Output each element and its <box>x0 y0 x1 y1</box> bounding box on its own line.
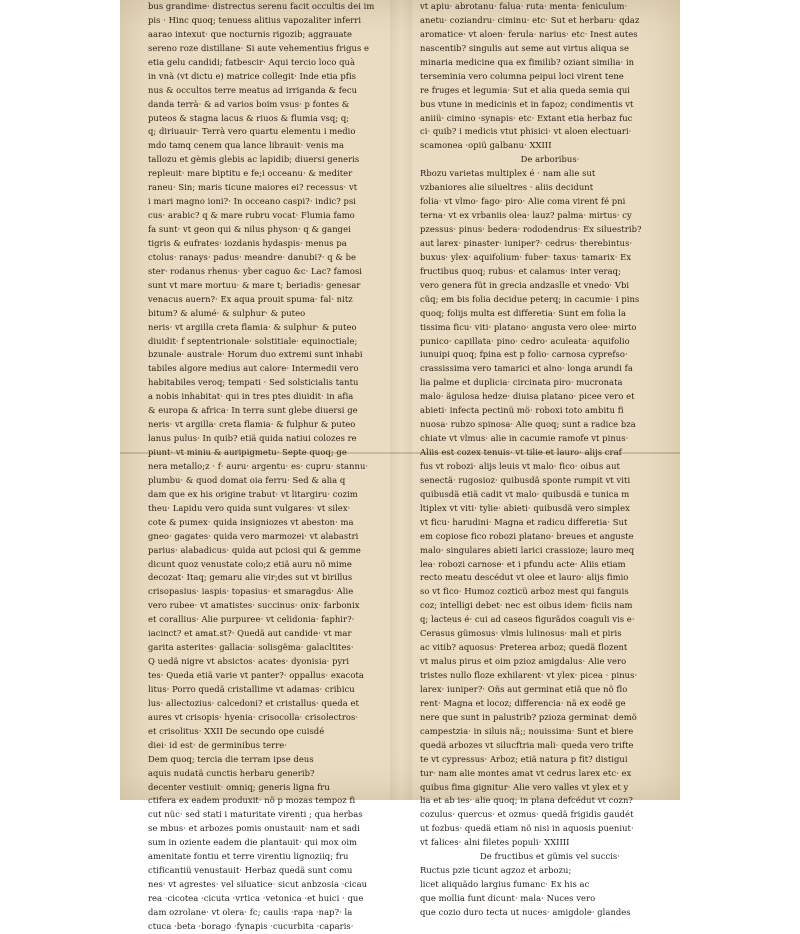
text-line: mdo tamq cenem qua lance librauit· venis ma <box>148 140 344 151</box>
text-line: ctifera ex eadem produxit· nö p mozas tempoz fi <box>148 795 356 806</box>
text-line: aarao intexut· que nocturnis rigozib; aggrauate <box>148 28 352 39</box>
text-line: fa sunt· vt geon qui & nilus physon· q & gangei <box>148 224 351 234</box>
text-line: te vt cypressus· Arboz; etiä natura p fit? distigui <box>420 753 628 764</box>
text-line: diei· id est· de germinibus terre· <box>148 739 287 750</box>
text-line: rent· Magna et locoz; differencia· nä ex eodë ge <box>420 697 626 708</box>
text-line: nere que sunt in palustrib? pzioza germinat· demö <box>420 711 637 722</box>
text-line: recto meatu descédut vt olee et lauro· alijs fimio <box>420 572 629 583</box>
text-line: abieti· infecta pectinü mö· roboxi toto ambitu fi <box>420 405 624 416</box>
text-line: que mollia funt dicunt· mala· Nuces vero <box>420 893 596 903</box>
text-line: crisopasius· iaspis· topasius· et smaragdus· Alie <box>148 586 354 597</box>
text-line: gneo· gagates· quida vero marmozei· vt alabastri <box>148 530 359 541</box>
text-line: tur· nam alie montes amat vt cedrus larex etc· ex <box>420 767 632 778</box>
text-line: buxus· ylex· aquifolium· fuber· taxus· tamarix· Ex <box>420 251 632 262</box>
text-line: lus· allectozius· calcedoni? et cristallus· queda et <box>148 697 359 708</box>
text-line: Rbozu varietas multiplex é · nam alie sut <box>420 168 596 179</box>
text-line: decenter vestiuit· omniq; generis ligna fru <box>148 781 330 792</box>
text-line: dam ozrolane· vt olera· fc; caulis ·rapa ·nap?· la <box>148 906 353 917</box>
text-line: que cozio duro tecta ut nuces· amigdole· glandes <box>420 906 631 917</box>
text-line: diuidit· f septentrionale· solstitiale· equinoctiale; <box>148 335 358 346</box>
text-line: fus vt robozi· alijs leuis vt malo· fico· oibus aut <box>420 460 620 471</box>
text-line: se mbus· et arbozes pomis onustauit· nam et sadi <box>148 823 360 834</box>
text-line: aures vt crisopis· hyenia· crisocolla· crisolectros· <box>148 711 359 722</box>
text-line: tigris & eufrates· iozdanis hydaspis· menus pa <box>148 237 347 248</box>
text-line: theu· Lapidu vero quida sunt vulgares· vt silex· <box>148 502 351 513</box>
text-line: raneu· Sin; maris ticune maiores ei? recessus· vt <box>148 182 358 193</box>
text-line: q; diriuauir· Terrà vero quartu elementu i medio <box>148 126 356 137</box>
text-line: nera metallo;z · f· auru· argentu· es· cupru· stannu· <box>148 460 369 471</box>
text-line: quibusdä etiä cadit vt malo· quibusdä e tunica m <box>420 488 630 499</box>
text-line: lea· robozi carnose· et i pfundu acte· Aliis etiam <box>420 558 626 569</box>
text-line: pis · Hinc quoq; tenuess alitius vapozaliter inferri <box>148 14 362 25</box>
right-text-column <box>420 0 670 917</box>
text-line: vzbaniores alie silueltres · aliis decidunt <box>420 182 594 193</box>
text-line: nuosa· rubzo spinosa· Alie quoq; sunt a radice bza <box>420 419 636 430</box>
text-line: danda terrà· & ad varios boim vsus· p fontes & <box>148 98 350 109</box>
text-line: lia et ab ies· alie quoq; in plana defcédut vt cozn? <box>420 795 633 806</box>
text-line: i mari magno ioni?· In occeano caspi?· indic? psi <box>148 196 357 207</box>
section-heading: De arboribus· <box>520 154 580 165</box>
text-line: aquis nudatä cunctis herbaru generib? <box>148 767 315 778</box>
text-line: tissima ficu· viti· platano· angusta vero olee· mirto <box>420 321 637 332</box>
text-line: iunuipi quoq; fpina est p folio· carnosa cyprefso· <box>420 349 628 360</box>
text-line: quedä arbozes vt silucftria mali· queda vero trifte <box>420 739 634 750</box>
text-line: etia gelu candidi; fatbescir· Aqui tercio loco quà <box>148 56 356 67</box>
text-line: neris· vt argilla· creta flamia· & fulphur & puteo <box>148 419 356 430</box>
text-line: in vnà (vt dictu e) matrice collegit· Inde etia pfis <box>148 70 357 81</box>
text-line: aut larex· pinaster· iuniper?· cedrus· therebintus· <box>420 237 633 248</box>
text-line: ac vitib? aquosus· Preterea arboz; quedä flozent <box>420 642 628 653</box>
text-line: Q uedä nigre vt absictos· acates· dyonisia· pyri <box>148 656 350 667</box>
text-line: malo· singulares abieti larici crassioze; lauro meq <box>420 544 635 555</box>
text-line: cozulus· quercus· et ozmus· quedä frigidis gaudét <box>420 809 634 820</box>
text-line: folia· vt vlmo· fago· piro· Alie coma virent fé pni <box>420 196 626 207</box>
text-line: habitabiles veroq; tempati · Sed solsticialis tantu <box>148 377 359 388</box>
text-line: vero genera füt in grecia andzaslle et vnedo· Vbi <box>420 279 630 290</box>
text-line: pzessus· pinus· bedera· rododendrus· Ex siluestrib? <box>420 224 642 234</box>
text-line: ci· quib? i medicis vtut phisici· vt aloen electuari· <box>420 126 632 137</box>
text-line: decozat· Itaq; gemaru alie vir;des sut vt birillus <box>148 572 353 583</box>
text-line: lia palme et duplicia· circinata piro· mucronata <box>420 377 623 388</box>
text-line: vt apiu· abrotanu· falua· ruta· menta· feniculum· <box>420 1 628 11</box>
text-line: a nobis inhabitat· qui in tres ptes diuidit· in afia <box>148 391 354 402</box>
text-line: nus & occultos terre meatus ad irriganda & fecu <box>148 84 358 95</box>
text-line: et crisolitus· XXII De secundo ope cuisdé <box>148 725 325 736</box>
text-line: aromatice· vt aloen· ferula· narius· etc· Inest autes <box>420 28 638 39</box>
text-line: tallozu et gèmis glebis ac lapidib; diuersi generis <box>148 154 360 165</box>
text-line: bitum? & alumé· & sulphur· & puteo <box>148 307 306 318</box>
text-line: ster· rodanus rhenus· yber caguo &c· Lac? famosi <box>148 265 363 276</box>
text-line: dicunt quoz venustate colo;z etiä auru nö mime <box>148 558 352 569</box>
text-line: bus vtune in medicinis et in fapoz; condimentis vt <box>420 98 634 109</box>
text-line: parius· alabadicus· quida aut pciosi qui & gemme <box>148 544 361 555</box>
text-line: nes· vt agrestes· vel siluatice· sicut anbzosia ·cicau <box>148 879 368 890</box>
text-line: neris· vt argilla creta flamia· & sulphur· & puteo <box>148 321 357 332</box>
text-line: ltiplex vt viti· tylie· abieti· quibusdä vero simplex <box>420 502 630 513</box>
text-line: amenitate fontiu et terre virentiu lignoziiq; fru <box>148 851 349 862</box>
text-line: crassissima vero tamarici et alno· longa arundi fa <box>420 363 633 374</box>
text-line: Aliis est cozex tenuis· vt tilie et lauro· alijs craf <box>420 447 622 457</box>
text-line: anetu· coziandru· ciminu· etc· Sut et herbaru· qdaz <box>420 14 640 25</box>
text-line: chiate vt vlmus· alie in cacumie ramofe vt pinus· <box>420 433 629 444</box>
text-line: cüq; em bis folia decidue peterq; in cacumie· i pins <box>420 293 640 304</box>
text-line: plumbu· & quod domat oia ferru· Sed & alia q <box>148 474 346 485</box>
text-line: dam que ex his origine trabut· vt litargiru· cozim <box>148 488 358 499</box>
text-line: ut fozbus· quedä etiam nö nisi in aquosis pueniut· <box>420 823 634 834</box>
text-line: cus· arabic? q & mare rubru vocat· Flumia famo <box>148 210 355 221</box>
text-line: piunt· vt miniu & auripigmetu· Septe quoq; ge <box>148 447 347 457</box>
text-line: et corallius· Alie purpuree· vt celidonia· faphir?· <box>148 614 355 625</box>
text-line: campestzia· in siluis nä;; nouissima· Sunt et biere <box>420 725 634 736</box>
text-line: garita asterites· gallacia· solisgëma· galacltites· <box>148 642 354 653</box>
manuscript-page <box>120 0 680 931</box>
text-line: cut nüc· sed stati i maturitate virenti ; qua herbas <box>148 809 363 820</box>
text-line: rea ·cicotea ·cicuta ·vrtica ·vetonica ·et huici · que <box>148 893 364 903</box>
text-line: licet aliquädo largius fumanc· Ex his ac <box>420 879 590 890</box>
text-line: litus· Porro quedä cristallime vt adamas· cribicu <box>148 683 355 694</box>
text-line: ctuca ·beta ·borago ·fynapis ·cucurbita ·caparis· <box>148 920 354 931</box>
text-line: terseminia vero columna peipui loci virent tene <box>420 70 624 81</box>
left-text-column <box>148 0 396 931</box>
text-line: iacinct? et amat.st?· Quedä aut candide· vt mar <box>148 628 352 639</box>
text-line: sum in oziente eadem die plantauit· qui mox oim <box>148 837 358 848</box>
text-line: vt ficu· harudini· Magna et radicu differetia· Sut <box>420 516 628 527</box>
text-line: cote & pumex· quida insigniozes vt abeston· ma <box>148 516 354 527</box>
text-line: quibus fima gignitur· Alie vero valles vt ylex et y <box>420 781 629 792</box>
text-line: bzunale· australe· Horum duo extremi sunt inhabi <box>148 349 363 360</box>
text-line: so vt fico· Humoz cozticü arboz mest qui fanguis <box>420 586 629 597</box>
text-line: aniiü· cimino ·synapis· etc· Extant etia herbaz fuc <box>420 112 633 123</box>
text-line: re fruges et legumia· Sut et alia queda semia qui <box>420 84 630 95</box>
text-line: puteos & stagna lacus & riuos & flumia vsq; q; <box>148 112 350 123</box>
text-line: minaria medicine qua ex fimilib? oziant similia· in <box>420 56 635 67</box>
text-line: vt falices· alni filetes populi· XXIIII <box>420 837 570 848</box>
text-line: sunt vt mare mortuu· & mare t; beriadis· genesar <box>148 279 361 290</box>
text-line: repleuit· mare biptitu e fe;i occeanu· & mediter <box>148 168 353 179</box>
text-line: tes· Queda etiä varie vt panter?· oppallus· exacota <box>148 670 364 680</box>
text-line: bus grandime· distrectus serenu facit occultis dei im <box>148 1 375 11</box>
text-line: q; lacteus é· cui ad caseos figurädos coaguli vis e· <box>420 614 635 625</box>
text-line: Dem quoq; tercia die terram ipse deus <box>148 753 314 764</box>
text-line: Ructus pzie ticunt agzoz et arbozu; <box>420 865 572 876</box>
text-line: senectä· rugosioz· quibusdä sponte rumpit vt viti <box>420 474 631 485</box>
text-line: scamonea ·opiü galbanu· XXIII <box>420 140 552 151</box>
text-line: terna· vt ex vrbaniis olea· lauz? palma· mirtus· cy <box>420 210 632 221</box>
text-line: fructibus quoq; rubus· et calamus· inter veraq; <box>420 265 621 276</box>
text-line: tabiles algore medius aut calore· Intermedii vero <box>148 363 359 374</box>
text-line: ctificantiü venustauit· Herbaz quedä sunt comu <box>148 865 353 876</box>
text-line: & europa & africa· In terra sunt glebe diuersi ge <box>148 405 358 416</box>
text-line: larex· iuniper?· Oñs aut germinat etiä que nö flo <box>420 683 628 694</box>
text-line: punico· capillata· pino· cedro· aculeata· aquifolio <box>420 335 630 346</box>
text-line: tristes nullo floze exhilarent· vt ylex· picea · pinus· <box>420 670 638 680</box>
text-line: quoq; folijs multa est differetia· Sunt em folia la <box>420 307 627 318</box>
text-line: coz; intelligi debet· nec est oibus idem· ficiis nam <box>420 600 633 611</box>
text-line: venacus auern?· Ex aqua prouit spuma· fal· nitz <box>148 293 353 304</box>
section-heading: De fructibus et gümis vel succis· <box>480 851 620 862</box>
text-line: nascentib? singulis aut seme aut virtus aliqua se <box>420 42 629 53</box>
text-line: malo· ägulosa hedze· diuisa platano· picee vero et <box>420 391 635 402</box>
text-line: sereno roze distillane· Si aute vehementius frigus e <box>148 42 370 53</box>
text-line: vero rubee· vt amatistes· succinus· onix· farbonix <box>148 600 360 611</box>
text-line: vt malus pirus et oim pzioz amigdalus· Alie vero <box>420 656 627 667</box>
text-line: lanus pulus· In quib? etiä quida natiui colozes re <box>148 433 357 444</box>
text-line: Cerasus gümosus· vlmis lulinosus· mali et piris <box>420 628 622 639</box>
text-line: ctolus· ranays· padus· meandre· danubi?· q & be <box>148 251 356 262</box>
text-line: em copiose fico robozi platano· breues et anguste <box>420 530 634 541</box>
